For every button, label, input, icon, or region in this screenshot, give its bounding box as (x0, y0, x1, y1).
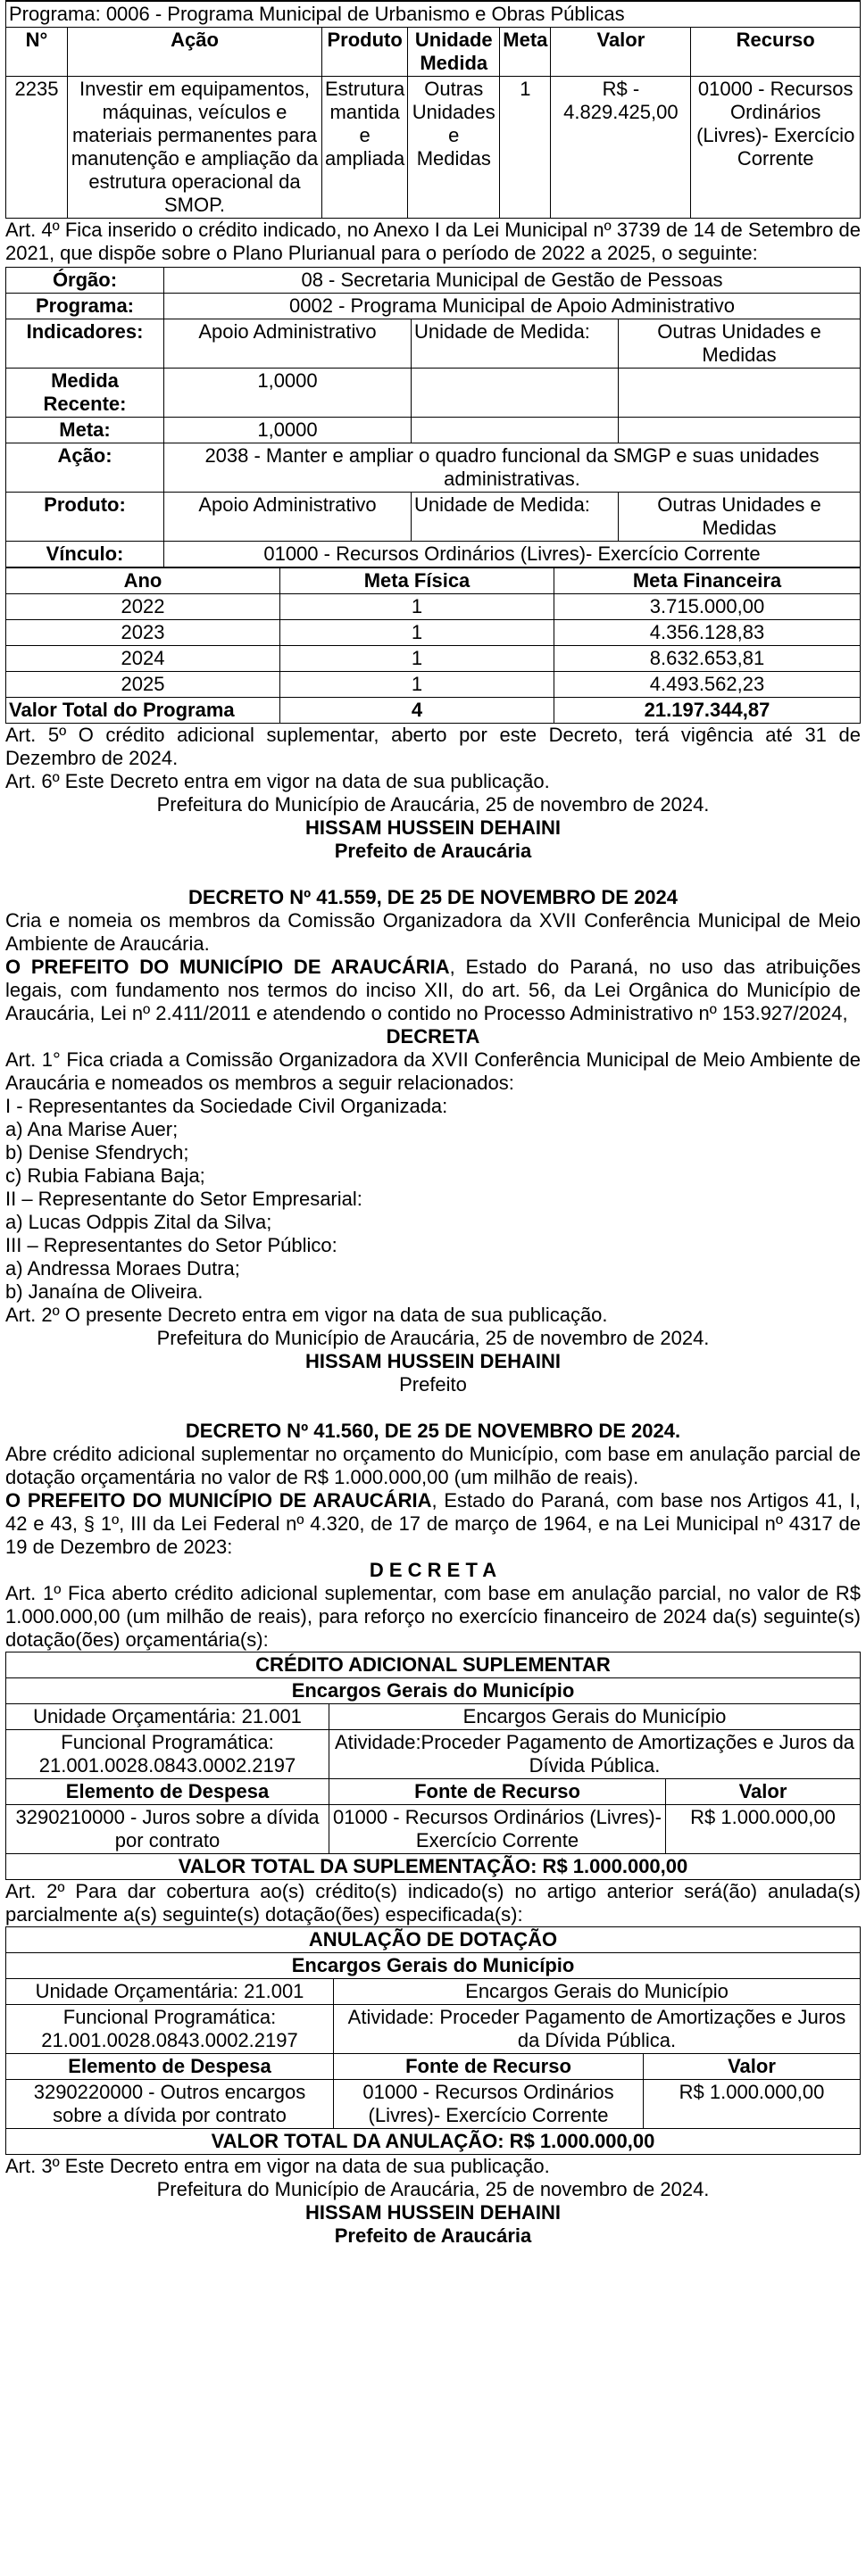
table-cell: Unidade Orçamentária: 21.001 (6, 1704, 329, 1730)
table-cell: 1 (500, 77, 551, 219)
list-item: a) Ana Marise Auer; (5, 1118, 179, 1140)
value: 2038 - Manter e ampliar o quadro funcional da SMGP e suas unidades administrativas. (164, 443, 861, 493)
decree-ementa: Cria e nomeia os membros da Comissão Organizadora da XVII Conferência Municipal de Meio Ambiente de Araucária. (5, 909, 861, 955)
table-cell: Encargos Gerais do Município (329, 1704, 861, 1730)
document-page (5, 0, 861, 2248)
preamble-text: , Estado do Paraná, no uso das atribuições legais, com fundamento nos termos do inciso XII, do art. 56, da Lei Orgânica do Município de Araucária, Lei nº 2.411/2011 e atendendo o contido no Processo Administrativo nº 153.927/2024, (5, 956, 862, 1024)
table-cell: 01000 - Recursos Ordinários (Livres)- Exercício Corrente (329, 1805, 666, 1854)
table-cell: 3290220000 - Outros encargos sobre a dívida por contrato (6, 2080, 334, 2129)
table-cell: 01000 - Recursos Ordinários (Livres)- Exercício Corrente (691, 77, 861, 219)
table-credito-suplementar (5, 1652, 861, 1880)
table-cell: 1 (280, 672, 554, 698)
decree-ementa: Abre crédito adicional suplementar no orçamento do Município, com base em anulação parcial de dotação orçamentária no valor de R$ 1.000.000,00 (um milhão de reais). (5, 1443, 861, 1488)
col-header: Valor (644, 2054, 861, 2080)
art5-paragraph: Art. 5º O crédito adicional suplementar, aberto por este Decreto, terá vigência até 31 de Dezembro de 2024. (5, 724, 861, 769)
decreta-heading: D E C R E T A (369, 1559, 497, 1581)
list-item: III – Representantes do Setor Público: (5, 1234, 337, 1256)
table-programa-0006 (5, 0, 861, 219)
value: Apoio Administrativo (164, 493, 412, 542)
list-item: b) Denise Sfendrych; (5, 1141, 189, 1164)
col-header: Unidade Medida (408, 28, 500, 77)
list-item: I - Representantes da Sociedade Civil Organizada: (5, 1095, 448, 1117)
table-cell: 4.356.128,83 (554, 620, 861, 646)
decree-preamble (5, 1489, 861, 1559)
value: 1,0000 (164, 369, 412, 418)
value: Outras Unidades e Medidas (619, 493, 861, 542)
label: Produto: (6, 493, 164, 542)
decree-title: DECRETO Nº 41.559, DE 25 DE NOVEMBRO DE 2024 (187, 886, 679, 908)
total-label: Valor Total do Programa (6, 698, 280, 724)
table-cell: Investir em equipamentos, máquinas, veículos e materiais permanentes para manutenção e ampliação da estrutura operacional da SMOP. (68, 77, 322, 219)
table-cell: 2022 (6, 594, 280, 620)
preamble-bold: O PREFEITO DO MUNICÍPIO DE ARAUCÁRIA (5, 956, 450, 978)
list-item: a) Lucas Odppis Zital da Silva; (5, 1211, 272, 1233)
table-caption: Programa: 0006 - Programa Municipal de Urbanismo e Obras Públicas (6, 1, 861, 28)
table-title: CRÉDITO ADICIONAL SUPLEMENTAR (6, 1652, 861, 1678)
col-header: Elemento de Despesa (6, 2054, 334, 2080)
col-header: Ano (6, 568, 280, 594)
decree-art2: Art. 2º O presente Decreto entra em vigor na data de sua publicação. (5, 1304, 608, 1326)
col-header: Fonte de Recurso (334, 2054, 644, 2080)
col-header: Meta (500, 28, 551, 77)
signature-role: Prefeito (399, 1373, 467, 1396)
signature-name: HISSAM HUSSEIN DEHAINI (304, 1350, 562, 1372)
empty-cell (619, 369, 861, 418)
empty-cell (619, 418, 861, 443)
table-cell: Unidade Orçamentária: 21.001 (6, 1979, 334, 2005)
total-cell: 21.197.344,87 (554, 698, 861, 724)
table-subtitle: Encargos Gerais do Município (6, 1953, 861, 1979)
list-item: a) Andressa Moraes Dutra; (5, 1257, 240, 1280)
table-cell: 1 (280, 594, 554, 620)
signature-place: Prefeitura do Município de Araucária, 25 de novembro de 2024. (156, 1327, 710, 1349)
table-cell: Outras Unidades e Medidas (408, 77, 500, 219)
table-cell: 01000 - Recursos Ordinários (Livres)- Exercício Corrente (334, 2080, 644, 2129)
table-anulacao (5, 1926, 861, 2155)
col-header: Meta Financeira (554, 568, 861, 594)
decree-art2: Art. 2º Para dar cobertura ao(s) crédito(s) indicado(s) no artigo anterior será(ão) anulada(s) parcialmente a(s) seguinte(s) dotação(ões) especificada(s): (5, 1880, 861, 1926)
value: 0002 - Programa Municipal de Apoio Administrativo (164, 294, 861, 319)
art4-paragraph: Art. 4º Fica inserido o crédito indicado, no Anexo I da Lei Municipal nº 3739 de 14 de Setembro de 2021, que dispõe sobre o Plano Plurianual para o período de 2022 a 2025, o seguinte: (5, 219, 861, 264)
signature-name: HISSAM HUSSEIN DEHAINI (304, 816, 562, 839)
value: Outras Unidades e Medidas (619, 319, 861, 369)
col-header: Valor (551, 28, 691, 77)
preamble-bold: O PREFEITO DO MUNICÍPIO DE ARAUCÁRIA (5, 1489, 432, 1512)
signature-place: Prefeitura do Município de Araucária, 25 de novembro de 2024. (156, 2178, 710, 2200)
label: Vínculo: (6, 542, 164, 567)
table-cell: 2235 (6, 77, 68, 219)
preamble-text: , Estado do Paraná, com base nos Artigos 41, I, 42 e 43, § 1º, III da Lei Federal nº 4.320, de 17 de março de 1964, e na Lei Municipal nº 4317 de 19 de Dezembro de 2023: (5, 1489, 861, 1558)
value: 08 - Secretaria Municipal de Gestão de Pessoas (164, 268, 861, 294)
signature-place: Prefeitura do Município de Araucária, 25 de novembro de 2024. (156, 793, 710, 816)
col-header: Elemento de Despesa (6, 1779, 329, 1805)
table-cell: 3.715.000,00 (554, 594, 861, 620)
table-cell: R$ 1.000.000,00 (644, 2080, 861, 2129)
table-cell: 3290210000 - Juros sobre a dívida por contrato (6, 1805, 329, 1854)
table-cell: Atividade:Proceder Pagamento de Amortizações e Juros da Dívida Pública. (329, 1730, 861, 1779)
table-cell: Funcional Programática: 21.001.0028.0843.0002.2197 (6, 2005, 334, 2054)
table-title: ANULAÇÃO DE DOTAÇÃO (6, 1927, 861, 1953)
table-cell: 2024 (6, 646, 280, 672)
table-cell: 2025 (6, 672, 280, 698)
label: Unidade de Medida: (412, 319, 619, 369)
label: Órgão: (6, 268, 164, 294)
total-cell: 4 (280, 698, 554, 724)
table-metas (5, 567, 861, 724)
col-header: Valor (666, 1779, 861, 1805)
value: 1,0000 (164, 418, 412, 443)
signature-role: Prefeito de Araucária (334, 2224, 532, 2247)
table-total: VALOR TOTAL DA SUPLEMENTAÇÃO: R$ 1.000.000,00 (6, 1854, 861, 1880)
decreta-heading: DECRETA (386, 1025, 480, 1048)
table-total: VALOR TOTAL DA ANULAÇÃO: R$ 1.000.000,00 (6, 2129, 861, 2155)
col-header: N° (6, 28, 68, 77)
table-cell: 8.632.653,81 (554, 646, 861, 672)
label: Indicadores: (6, 319, 164, 369)
table-cell: Atividade: Proceder Pagamento de Amortizações e Juros da Dívida Pública. (334, 2005, 861, 2054)
signature-name: HISSAM HUSSEIN DEHAINI (304, 2201, 562, 2224)
art6-paragraph: Art. 6º Este Decreto entra em vigor na data de sua publicação. (5, 770, 550, 792)
list-item: b) Janaína de Oliveira. (5, 1280, 204, 1303)
decree-preamble (5, 956, 861, 1025)
label: Medida Recente: (6, 369, 164, 418)
value: 01000 - Recursos Ordinários (Livres)- Exercício Corrente (164, 542, 861, 567)
table-cell: Encargos Gerais do Município (334, 1979, 861, 2005)
list-item: c) Rubia Fabiana Baja; (5, 1164, 205, 1187)
col-header: Meta Física (280, 568, 554, 594)
table-cell: 1 (280, 646, 554, 672)
decree-art1: Art. 1° Fica criada a Comissão Organizadora da XVII Conferência Municipal de Meio Ambiente de Araucária e nomeados os membros a seguir relacionados: (5, 1048, 861, 1094)
label: Ação: (6, 443, 164, 493)
decree-title: DECRETO Nº 41.560, DE 25 DE NOVEMBRO DE 2024. (185, 1420, 681, 1442)
table-subtitle: Encargos Gerais do Município (6, 1678, 861, 1704)
label: Programa: (6, 294, 164, 319)
table-cell: 4.493.562,23 (554, 672, 861, 698)
table-cell: Funcional Programática: 21.001.0028.0843.0002.2197 (6, 1730, 329, 1779)
empty-cell (412, 418, 619, 443)
label: Meta: (6, 418, 164, 443)
empty-cell (412, 369, 619, 418)
label: Unidade de Medida: (412, 493, 619, 542)
list-item: II – Representante do Setor Empresarial: (5, 1188, 362, 1210)
table-ppa (5, 267, 861, 567)
col-header: Produto (322, 28, 408, 77)
col-header: Recurso (691, 28, 861, 77)
col-header: Ação (68, 28, 322, 77)
decree-art3: Art. 3º Este Decreto entra em vigor na data de sua publicação. (5, 2155, 550, 2177)
col-header: Fonte de Recurso (329, 1779, 666, 1805)
table-cell: 1 (280, 620, 554, 646)
table-cell: R$ - 4.829.425,00 (551, 77, 691, 219)
table-cell: R$ 1.000.000,00 (666, 1805, 861, 1854)
signature-role: Prefeito de Araucária (334, 840, 532, 862)
table-cell: 2023 (6, 620, 280, 646)
decree-art1: Art. 1º Fica aberto crédito adicional suplementar, com base em anulação parcial, no valor de R$ 1.000.000,00 (um milhão de reais), para reforço no exercício financeiro de 2024 da(s) seguinte(s) dotação(ões) orçamentária(s): (5, 1582, 861, 1651)
value: Apoio Administrativo (164, 319, 412, 369)
table-cell: Estrutura mantida e ampliada (322, 77, 408, 219)
